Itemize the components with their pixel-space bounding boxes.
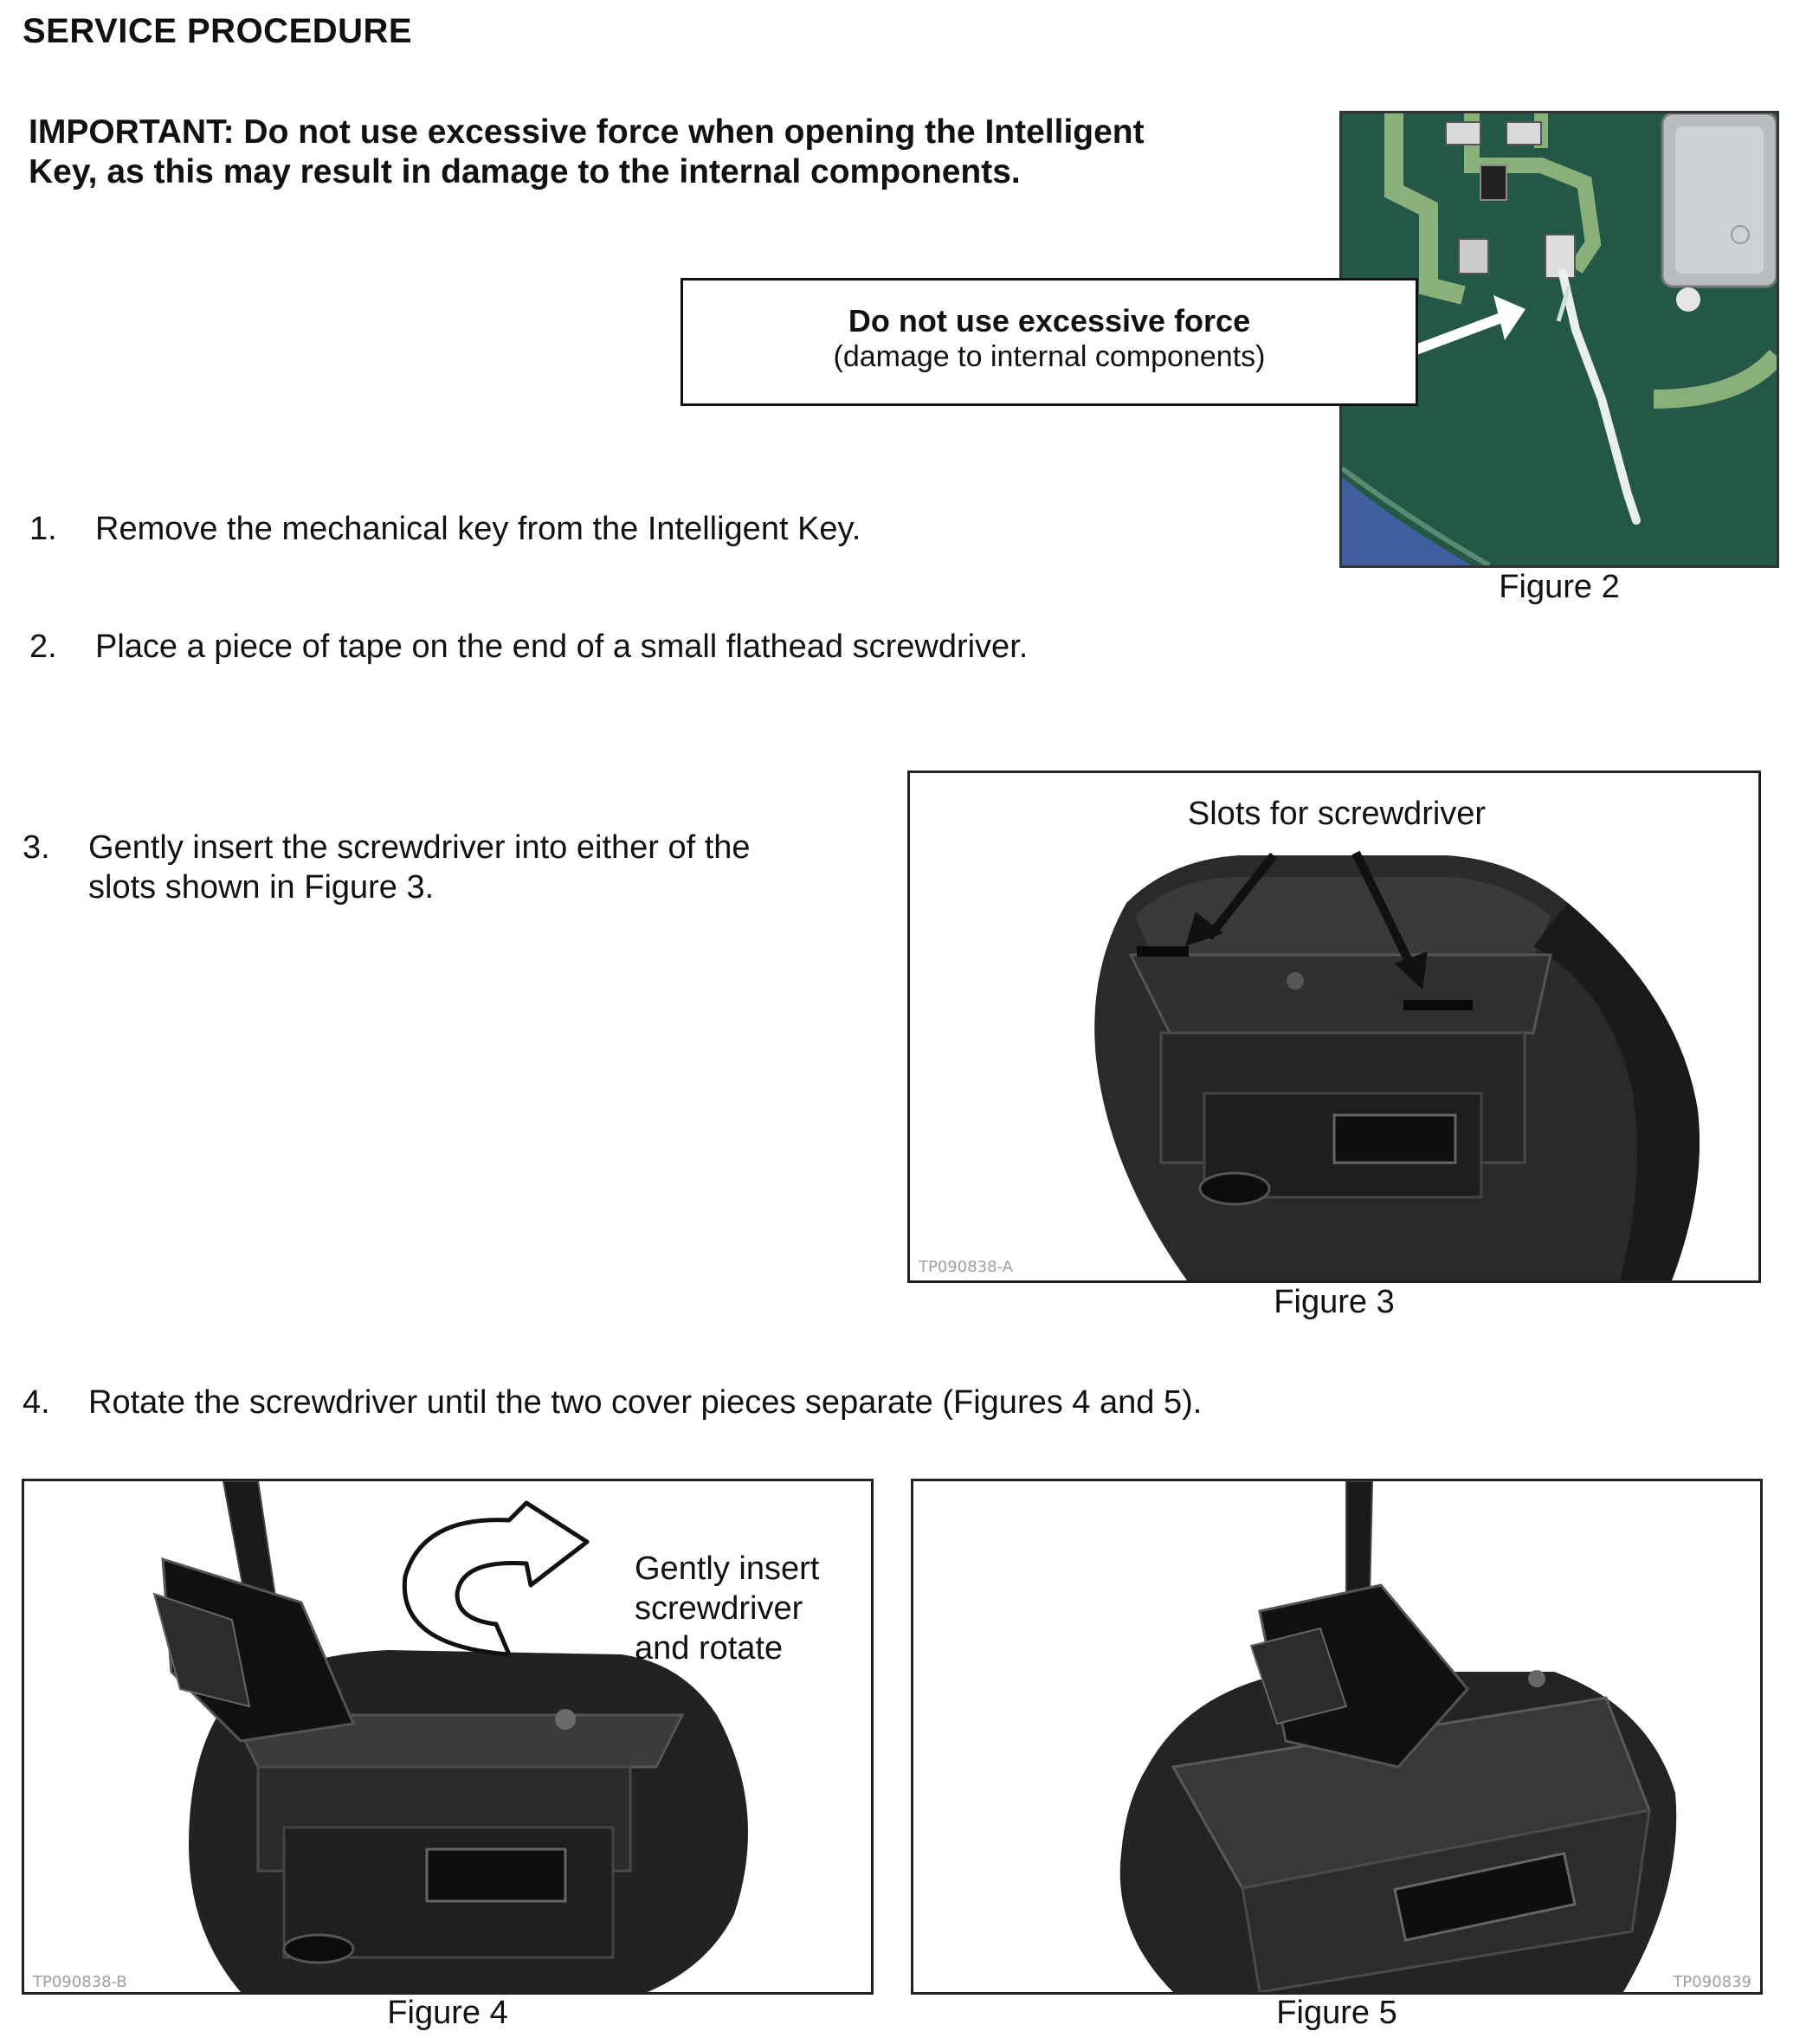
figure-4-caption: Figure 4 [387, 1995, 508, 2031]
figure-4-code: TP090838-B [33, 1973, 127, 1991]
important-line-2: Key, as this may result in damage to the internal components. [29, 153, 1021, 190]
figure-4-image [22, 1479, 874, 1995]
figure-3-image [907, 771, 1761, 1283]
step-text-line-1: Gently insert the screwdriver into either of the [88, 829, 751, 866]
figure-3-code: TP090838-A [919, 1258, 1013, 1276]
step-text: Rotate the screwdriver until the two cover pieces separate (Figures 4 and 5). [88, 1384, 1203, 1421]
step-text: Place a piece of tape on the end of a small flathead screwdriver. [95, 629, 1029, 665]
important-line-1: IMPORTANT: Do not use excessive force when opening the Intelligent [29, 113, 1145, 151]
step-number: 4. [23, 1384, 50, 1421]
step-number: 2. [29, 629, 57, 665]
figure-4-label-line-2: screwdriver [635, 1590, 803, 1627]
step-number: 3. [23, 829, 50, 866]
callout-normal-text: (damage to internal components) [833, 340, 1266, 373]
figure-5-code: TP090839 [1673, 1973, 1751, 1991]
figure-4-label [635, 1549, 819, 1668]
step-number: 1. [29, 511, 57, 547]
step-text: Remove the mechanical key from the Intelligent Key. [95, 511, 861, 547]
warning-callout [681, 278, 1418, 406]
step-1 [29, 509, 1311, 552]
step-text-line-2: slots shown in Figure 3. [88, 869, 435, 906]
figure-4-label-line-3: and rotate [635, 1630, 784, 1667]
figure-2-caption: Figure 2 [1499, 569, 1620, 605]
section-title: SERVICE PROCEDURE [23, 12, 413, 50]
figure-3-caption: Figure 3 [1274, 1284, 1395, 1320]
figure-3-label: Slots for screwdriver [1187, 796, 1487, 832]
figure-5-caption: Figure 5 [1276, 1995, 1397, 2031]
callout-bold-text: Do not use excessive force [848, 303, 1251, 339]
figure-4-label-line-1: Gently insert [635, 1551, 820, 1587]
figure-5-image [911, 1479, 1763, 1995]
important-note [29, 113, 1258, 192]
cover-separating-illustration [913, 1481, 1760, 1992]
step-4 [23, 1383, 1494, 1426]
step-3 [23, 828, 888, 914]
step-2 [29, 627, 1311, 670]
key-fob-slots-illustration [910, 773, 1758, 1280]
